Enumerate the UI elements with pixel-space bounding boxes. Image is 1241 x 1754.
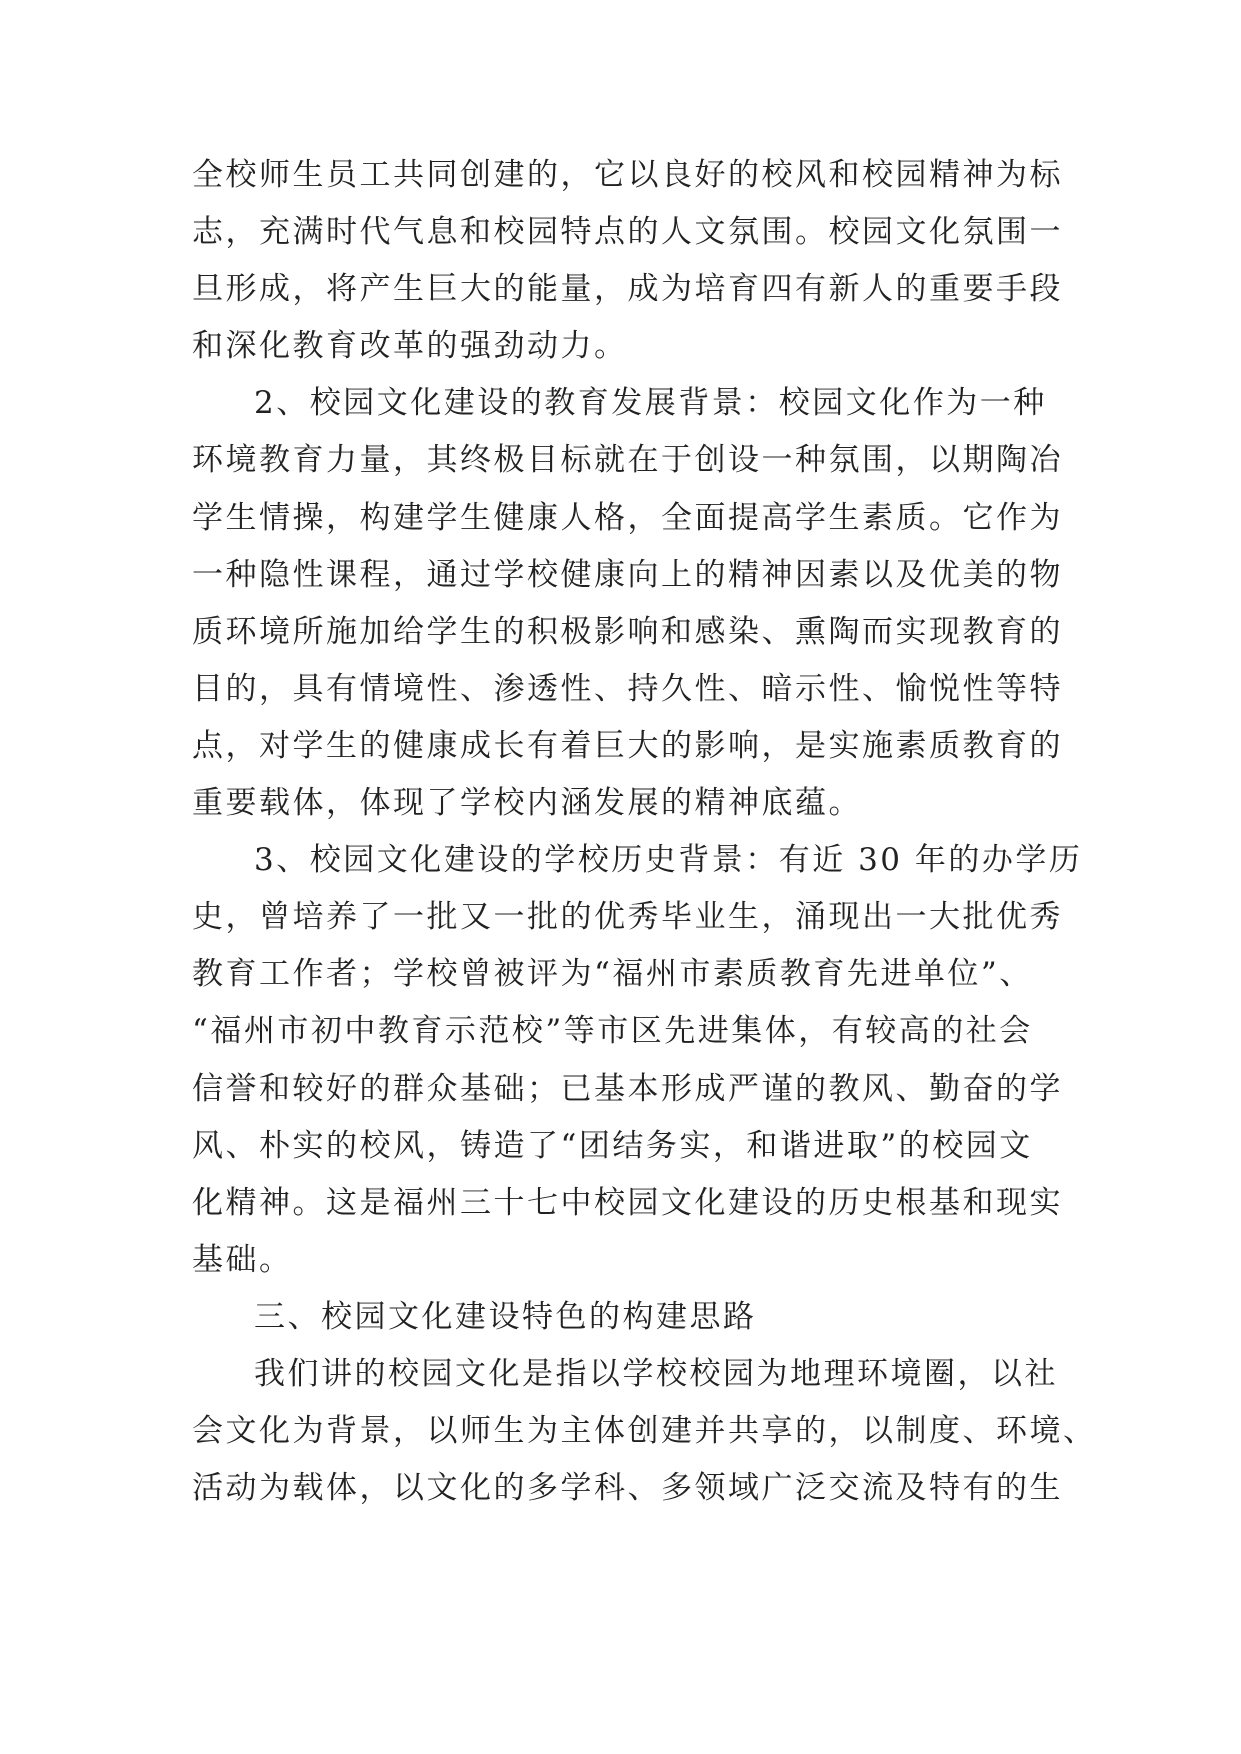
text-line: 教育工作者；学校曾被评为“福州市素质教育先进单位”、 — [192, 956, 1033, 993]
text-line: 基础。 — [192, 1241, 293, 1278]
text-line: 和深化教育改革的强劲动力。 — [192, 328, 628, 365]
text-line: 目的，具有情境性、渗透性、持久性、暗示性、愉悦性等特 — [192, 670, 1063, 707]
text-line: 质环境所施加给学生的积极影响和感染、熏陶而实现教育的 — [192, 613, 1063, 650]
text-line: 2、校园文化建设的教育发展背景：校园文化作为一种 — [254, 385, 1047, 422]
text-line: 一种隐性课程，通过学校健康向上的精神因素以及优美的物 — [192, 556, 1063, 593]
text-line: 风、朴实的校风，铸造了“团结务实，和谐进取”的校园文 — [192, 1127, 1033, 1164]
text-line: 史，曾培养了一批又一批的优秀毕业生，涌现出一大批优秀 — [192, 899, 1063, 936]
text-line: “福州市初中教育示范校”等市区先进集体，有较高的社会 — [192, 1013, 1033, 1050]
text-line: 全校师生员工共同创建的，它以良好的校风和校园精神为标 — [192, 157, 1063, 193]
text-line: 志，充满时代气息和校园特点的人文氛围。校园文化氛围一 — [192, 214, 1063, 251]
text-line: 会文化为背景，以师生为主体创建并共享的，以制度、环境、 — [192, 1413, 1097, 1450]
text-line: 活动为载体，以文化的多学科、多领域广泛交流及特有的生 — [192, 1470, 1063, 1507]
text-line: 我们讲的校园文化是指以学校校园为地理环境圈，以社 — [254, 1355, 1058, 1392]
text-line: 信誉和较好的群众基础；已基本形成严谨的教风、勤奋的学 — [192, 1070, 1063, 1107]
text-line: 三、校园文化建设特色的构建思路 — [254, 1298, 757, 1335]
text-line: 环境教育力量，其终极目标就在于创设一种氛围，以期陶冶 — [192, 442, 1063, 479]
text-line: 重要载体，体现了学校内涵发展的精神底蕴。 — [192, 785, 862, 822]
text-line: 学生情操，构建学生健康人格，全面提高学生素质。它作为 — [192, 499, 1063, 536]
text-line: 化精神。这是福州三十七中校园文化建设的历史根基和现实 — [192, 1184, 1063, 1221]
text-line: 3、校园文化建设的学校历史背景：有近 30 年的办学历 — [254, 842, 1083, 879]
document-body — [192, 147, 1097, 1517]
text-line: 旦形成，将产生巨大的能量，成为培育四有新人的重要手段 — [192, 271, 1063, 308]
text-line: 点，对学生的健康成长有着巨大的影响，是实施素质教育的 — [192, 727, 1063, 764]
